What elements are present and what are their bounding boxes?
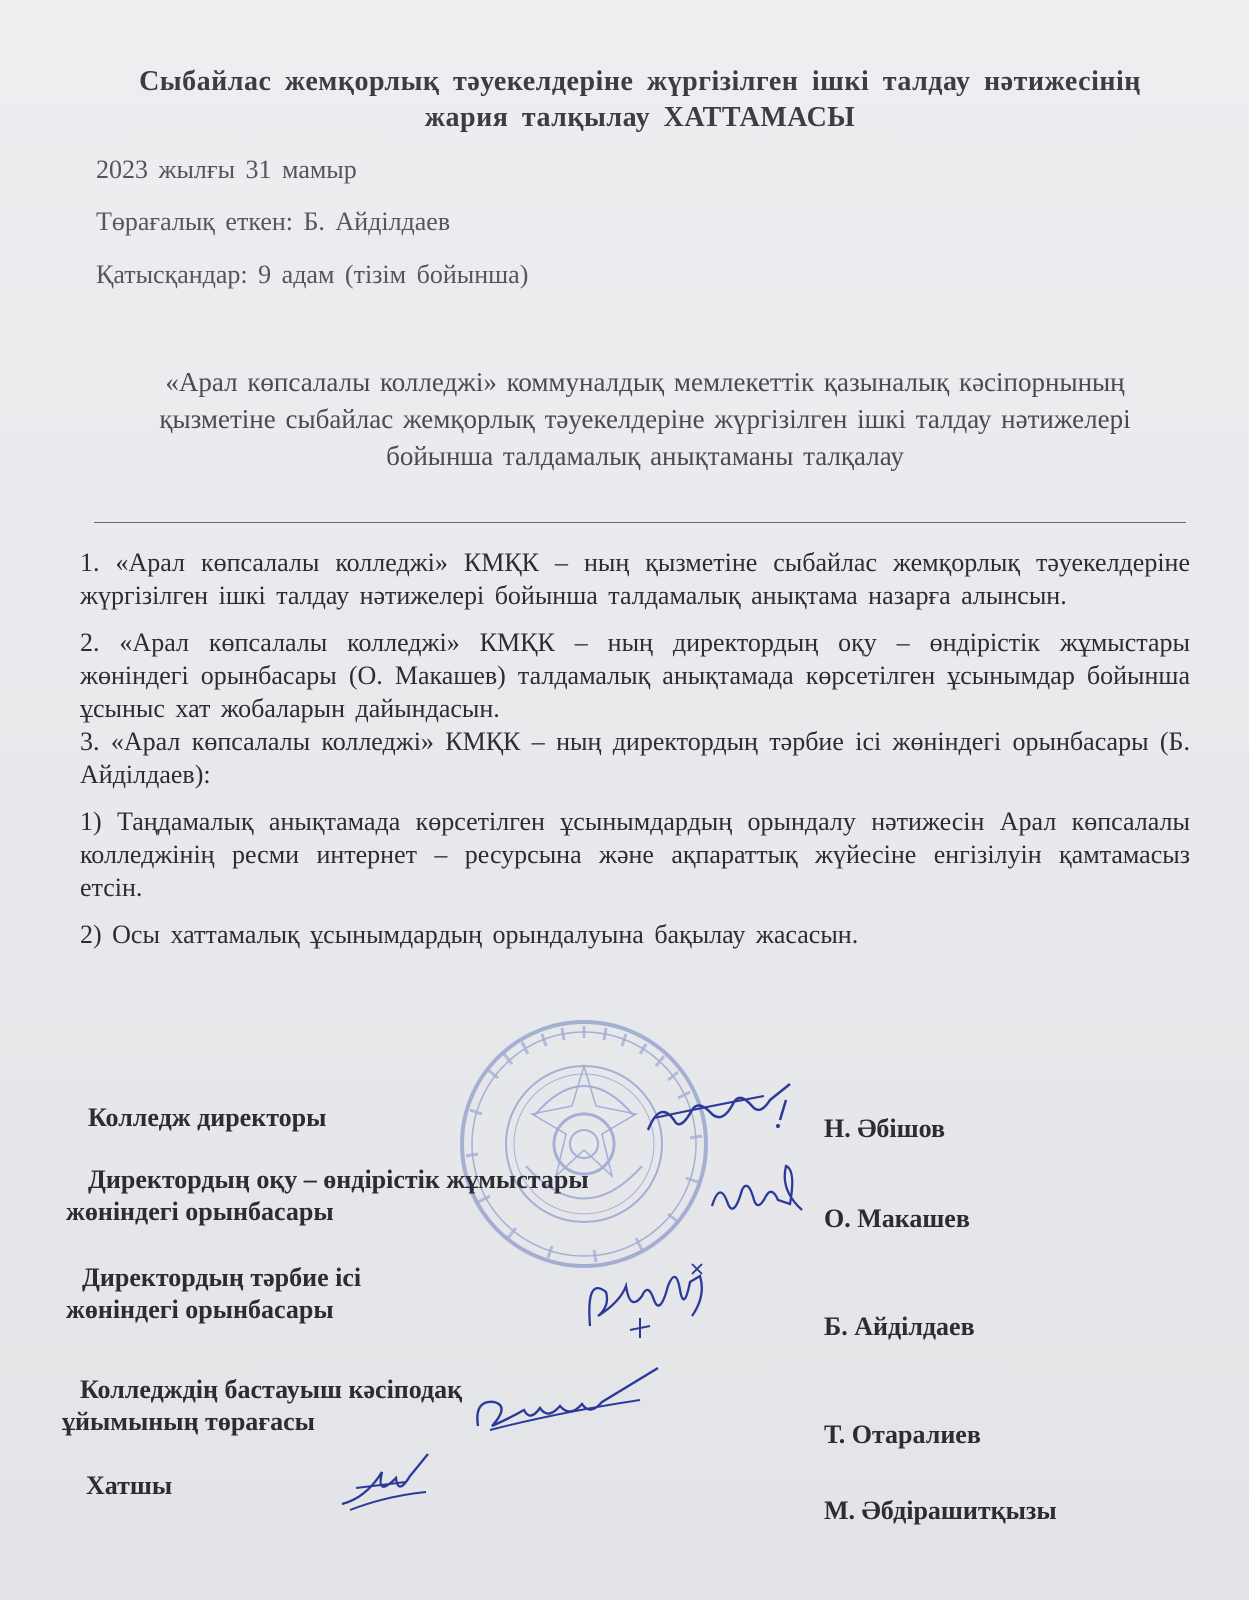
label-line: ұйымының төрағасы (62, 1407, 315, 1436)
meeting-date: 2023 жылғы 31 мамыр (96, 155, 357, 184)
handwritten-signature-icon (470, 1360, 670, 1450)
handwritten-signature-icon (640, 1070, 800, 1150)
meeting-participants: Қатысқандар: 9 адам (тізім бойынша) (96, 260, 529, 289)
handwritten-signature-icon (706, 1160, 816, 1230)
resolution-item-1: 1. «Арал көпсалалы колледжі» КМҚК – ның қызметіне сыбайлас жемқорлық тәуекелдеріне жүргізілген ішкі талдау нәтижелері бойынша талдамалық анықтама назарға алынсын. (80, 548, 1190, 610)
signatory-label-director: Колледж директоры (88, 1103, 327, 1132)
agenda-subject (100, 364, 1190, 475)
handwritten-signature-icon (336, 1448, 446, 1518)
meeting-chair: Төрағалық еткен: Б. Айділдаев (96, 207, 451, 236)
resolution-subitem-1: 1) Таңдамалық анықтамада көрсетілген ұсынымдардың орындалу нәтижесін Арал көпсалалы колледжінің ресми интернет – ресурсына және ақпараттық жүйесіне енгізілуін қамтамасыз етсін. (80, 807, 1190, 902)
signatory-name-secretary: М. Әбдірашитқызы (824, 1496, 1057, 1525)
label-line: Директордың тәрбие ісі (82, 1263, 362, 1292)
signatory-name-director: Н. Әбішов (824, 1114, 945, 1143)
subject-line-2: қызметіне сыбайлас жемқорлық тәуекелдеріне жүргізілген ішкі талдау нәтижелері (159, 404, 1131, 434)
resolution-items (80, 546, 1190, 951)
handwritten-signature-icon (580, 1256, 720, 1346)
resolution-item-3: 3. «Арал көпсалалы колледжі» КМҚК – ның директордың тәрбие ісі жөніндегі орынбасары (Б. Айділдаев): (80, 727, 1190, 789)
subject-line-3: бойынша талдамалық анықтаманы талқалау (386, 441, 904, 471)
signatory-name-union-chair: Т. Отаралиев (824, 1420, 981, 1449)
signatory-label-deputy-upbringing (66, 1262, 361, 1326)
signatory-label-secretary: Хатшы (86, 1471, 173, 1500)
title-line-1: Сыбайлас жемқорлық тәуекелдеріне жүргізілген ішкі талдау нәтижесінің (139, 66, 1141, 97)
subject-line-1: «Арал көпсалалы колледжі» коммуналдық мемлекеттік қазыналық кәсіпорнының (165, 367, 1125, 397)
signatory-name-deputy-production: О. Макашев (824, 1204, 970, 1233)
document-title (90, 64, 1190, 136)
resolution-item-2: 2. «Арал көпсалалы колледжі» КМҚК – ның директордың оқу – өндірістік жұмыстары жөніндегі орынбасары (О. Макашев) талдамалық анықтамада көрсетілген ұсынымдар бойынша ұсыныс хат жобаларын дайындасын. (80, 628, 1190, 723)
signatory-label-deputy-production (66, 1164, 589, 1228)
title-line-2: жария талқылау ХАТТАМАСЫ (424, 102, 856, 133)
divider-line (94, 522, 1186, 523)
label-line: Колледждің бастауыш кәсіподақ (80, 1375, 463, 1404)
resolution-subitem-2: 2) Осы хаттамалық ұсынымдардың орындалуына бақылау жасасын. (80, 920, 859, 949)
signatory-name-deputy-upbringing: Б. Айділдаев (824, 1312, 975, 1341)
label-line: жөніндегі орынбасары (66, 1197, 334, 1226)
signatory-label-union-chair (62, 1374, 462, 1438)
label-line: Директордың оқу – өндірістік жұмыстары (88, 1165, 589, 1194)
label-line: жөніндегі орынбасары (66, 1295, 334, 1324)
